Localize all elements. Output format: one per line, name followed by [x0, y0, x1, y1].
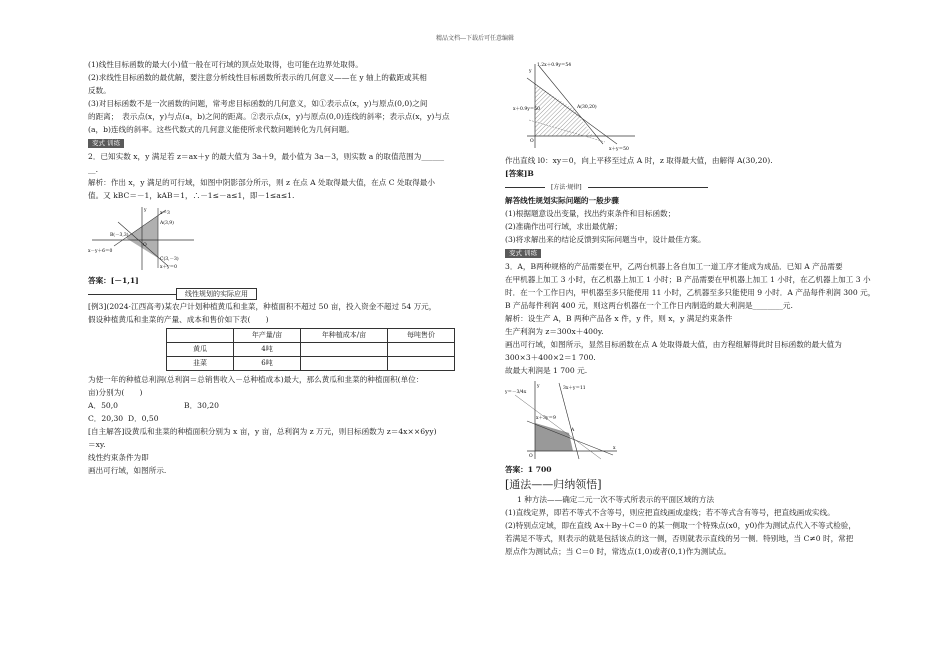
- question-3d: B 产品每件利润 400 元，则这两台机器在一个工作日内制造的最大利润是________元.: [505, 301, 793, 310]
- example-3c: 为使一年的种植总利润(总利润＝总销售收入－总种植成本)最大，那么黄瓜和韭菜的种植面积(单位：: [88, 375, 424, 384]
- solution-2b: 值。又 kBC＝－1，kAB＝1，∴－1≤－a≤1，即－1≤a≤1.: [88, 191, 295, 200]
- option-b: B．30,20: [184, 401, 219, 410]
- table-cell: [388, 357, 455, 371]
- fig3-label-3: x＋3y＝9: [536, 416, 556, 421]
- fig1-label-B: B(－3,3): [110, 233, 129, 238]
- solution-3-e: 故最大利润是 1 700 元.: [505, 366, 588, 375]
- method-3: (2)特别点定域，即在直线 Ax＋By＋C＝0 的某一侧取一个特殊点(x0，y0)作为测试点代入不等式检验，: [505, 521, 856, 530]
- table-cell: 6吨: [234, 357, 301, 371]
- variant-training-banner-2: 变式 训练: [505, 249, 541, 258]
- question-3c: 时．在一个工作日内，甲机器至多只能使用 11 小时，乙机器至多只能使用 9 小时．A 产品每件利润 300 元，: [505, 288, 876, 297]
- fig2-label-1: 1.2x＋0.9y＝54: [537, 63, 572, 68]
- table-header: 每吨售价: [388, 329, 455, 343]
- method-2: (1)直线定界，即若不等式不含等号，则应把直线画成虚线；若不等式含有等号，把直线画成实线。: [505, 508, 835, 517]
- variant-training-banner: 变式 训练: [88, 139, 124, 148]
- table-header: 年产量/亩: [234, 329, 301, 343]
- solution-3-c: 画出可行域，如图所示，显然目标函数在点 A 处取得最大值，由方程组解得此时目标函数的最大值为: [505, 340, 842, 349]
- answer-2: 答案：[－1,1]: [88, 276, 139, 285]
- table-header: [167, 329, 234, 343]
- right-para-1: 作出直线 l0：xy＝0，向上平移至过点 A 时，z 取得最大值，由解得 A(30,20).: [505, 156, 773, 165]
- fig2-label-2: x＋0.9y＝50: [513, 107, 540, 112]
- para-2a: (2)求线性目标函数的最优解，要注意分析线性目标函数所表示的几何意义——在 y 轴上的截距或其相: [88, 73, 427, 82]
- answer-3: 答案：1 700: [505, 465, 552, 474]
- table-header: 年种植成本/亩: [301, 329, 388, 343]
- crop-table: [166, 328, 455, 371]
- options-row-2: [88, 412, 460, 425]
- rule-right: [588, 187, 708, 188]
- fig3-label-1: 3x＋y＝11: [563, 386, 586, 391]
- fig3-label-O: O: [529, 454, 533, 459]
- fig2-label-y: y: [529, 69, 532, 74]
- left-column: [88, 58, 460, 477]
- table-cell: [388, 343, 455, 357]
- method-1: 1 种方法——确定二元一次不等式所表示的平面区域的方法: [517, 495, 715, 504]
- method-rule: [505, 180, 880, 194]
- option-d: D．0,50: [128, 414, 159, 423]
- feasible-region-figure-2: [513, 60, 638, 152]
- feasible-region-figure-3: [505, 379, 620, 461]
- para-2b: 反数。: [88, 86, 111, 95]
- option-a: A．50,0: [88, 401, 118, 410]
- method-5: 原点作为测试点；当 C＝0 时，常选点(1,0)或者(0,1)作为测试点。: [505, 547, 732, 556]
- table-cell: 4吨: [234, 343, 301, 357]
- table-cell: [301, 343, 388, 357]
- question-2b: __.: [88, 165, 99, 174]
- fig1-label-y: y: [144, 208, 147, 213]
- para-3b: 的距离； 表示点(x，y)与点(a，b)之间的距离。②表示点(x，y)与原点(0,0)连线的斜率；表示点(x，y)与点: [88, 112, 450, 121]
- step-1: (1)根据题意设出变量，找出约束条件和目标函数；: [505, 209, 676, 218]
- para-3a: (3)对目标函数不是一次函数的问题，常考虑目标函数的几何意义，如①表示点(x，y)与原点(0,0)之间: [88, 99, 428, 108]
- section-rule: [88, 294, 176, 295]
- fig1-label-A: A(3,9): [160, 221, 174, 226]
- fig1-label-O: O: [143, 243, 147, 248]
- table-cell: 黄瓜: [167, 343, 234, 357]
- rule-left: [505, 187, 545, 188]
- fig1-label-xy0: x＋y＝0: [160, 265, 177, 270]
- table-cell: 韭菜: [167, 357, 234, 371]
- fig3-label-2: y＝－3/4x: [505, 390, 527, 395]
- solution-3-a: 解析：设生产 A，B 两种产品各 x 件，y 件，则 x，y 满足约束条件: [505, 314, 733, 323]
- table-cell: [301, 357, 388, 371]
- fig2-label-3: x＋y＝50: [609, 147, 629, 152]
- table-row: [167, 357, 455, 371]
- question-3a: 3．A，B两种规格的产品需要在甲，乙两台机器上各自加工一道工序才能成为成品．已知 A 产品需要: [505, 262, 843, 271]
- solution-3-b: 生产利润为 z＝300x＋400y.: [505, 327, 604, 336]
- example-3d: 亩)分别为( ): [88, 388, 143, 397]
- fig3-label-A: A: [571, 428, 575, 433]
- question-3b: 在甲机器上加工 3 小时，在乙机器上加工 1 小时；B 产品需要在甲机器上加工 1 小时，在乙机器上加工 3 小: [505, 275, 871, 284]
- solution-3c: 线性约束条件为即: [88, 453, 149, 462]
- options-row-1: [88, 399, 460, 412]
- page-header: 精品文档---下载后可任意编辑: [435, 35, 515, 42]
- right-column: [505, 58, 880, 558]
- fig1-label-line: x－y＋6＝0: [88, 249, 113, 254]
- answer-label: [答案]B: [505, 169, 534, 178]
- section-title: 线性规划的实际应用: [176, 288, 257, 300]
- table-header-row: [167, 329, 455, 343]
- solution-3b: ＝xy.: [88, 440, 106, 449]
- method-tag: [方法·规律]: [551, 184, 582, 191]
- step-3: (3)将求解出来的结论反馈到实际问题当中，设计最佳方案。: [505, 235, 706, 244]
- fig2-label-A: A(30,20): [577, 105, 597, 110]
- solution-3-d: 300×3＋400×2＝1 700.: [505, 353, 596, 362]
- hatched-region: [535, 84, 593, 136]
- fig1-label-x3: x＝3: [160, 211, 170, 216]
- section-heading: [88, 287, 460, 300]
- steps-heading: 解答线性规划实际问题的一般步骤: [505, 196, 619, 205]
- option-c: C．20,30: [88, 414, 124, 423]
- method-4: 若满足不等式，则表示的就是包括该点的这一侧，否则就表示直线的另一侧．特别地，当 C≠0 时，常把: [505, 534, 854, 543]
- solution-3d: 画出可行域，如图所示.: [88, 466, 167, 475]
- fig2-label-O: O: [530, 139, 534, 144]
- feasible-region-figure-1: [88, 204, 198, 272]
- step-2: (2)准确作出可行域，求出最优解；: [505, 222, 623, 231]
- fig3-label-y: y: [537, 384, 540, 389]
- table-row: [167, 343, 455, 357]
- general-method-heading: [通法——归纳领悟]: [505, 478, 602, 491]
- fig1-label-C: C(3,－3): [160, 257, 179, 262]
- solution-3a: [自主解答]设黄瓜和韭菜的种植面积分别为 x 亩，y 亩，总利润为 z 万元，则目标函数为 z＝4x××6yy): [88, 427, 437, 436]
- para-1: (1)线性目标函数的最大(小)值一般在可行域的顶点处取得，也可能在边界处取得。: [88, 60, 363, 69]
- para-3c: (a，b)连线的斜率。这些代数式的几何意义能使所求代数问题转化为几何问题。: [88, 125, 354, 134]
- example-3a: [例3](2024·江西高考)某农户计划种植黄瓜和韭菜，种植面积不超过 50 亩，投入资金不超过 54 万元，: [88, 302, 437, 311]
- fig3-label-x: x: [613, 446, 616, 451]
- solution-2a: 解析：作出 x，y 满足的可行域，如图中阴影部分所示，则 z 在点 A 处取得最大值，在点 C 处取得最小: [88, 178, 435, 187]
- question-2a: 2．已知实数 x，y 满足若 z＝ax＋y 的最大值为 3a＋9，最小值为 3a－3，则实数 a 的取值范围为______: [88, 152, 445, 161]
- example-3b: 假设种植黄瓜和韭菜的产量、成本和售价如下表( ): [88, 315, 269, 324]
